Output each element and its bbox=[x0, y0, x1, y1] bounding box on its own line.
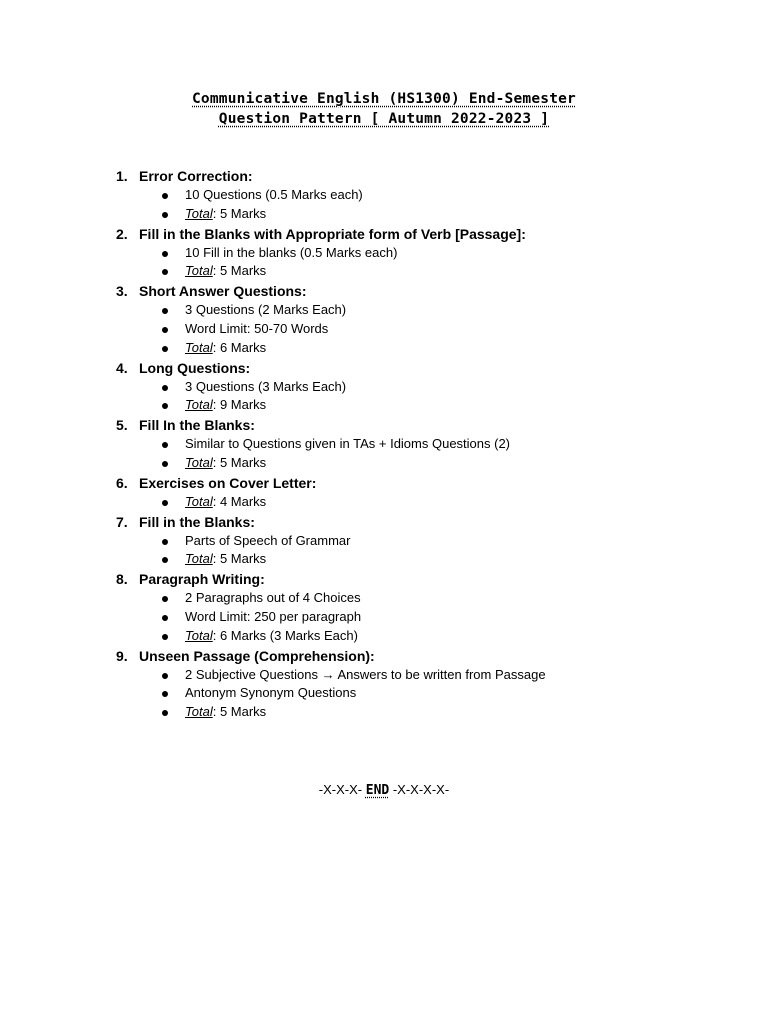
bullet-dot-icon bbox=[162, 251, 168, 257]
bullet-item bbox=[0, 396, 768, 415]
section-item bbox=[0, 415, 768, 473]
bullet-text: Word Limit: 250 per paragraph bbox=[185, 608, 362, 624]
bullet-item bbox=[0, 435, 768, 454]
section-item bbox=[0, 358, 768, 416]
section-number: 1. bbox=[116, 168, 128, 184]
total-label: Total bbox=[185, 704, 213, 720]
bullet-item bbox=[0, 244, 768, 263]
bullet-dot-icon bbox=[162, 403, 168, 409]
section-heading: Fill In the Blanks: bbox=[139, 417, 255, 434]
bullet-dot-icon bbox=[162, 212, 168, 218]
section-heading: Short Answer Questions: bbox=[139, 283, 307, 300]
section-heading: Error Correction: bbox=[139, 168, 253, 184]
bullet-item bbox=[0, 627, 768, 646]
bullet-dot-icon bbox=[162, 596, 168, 602]
section-bullet-list bbox=[0, 589, 768, 645]
section-item bbox=[0, 646, 768, 722]
total-label: Total bbox=[185, 205, 213, 221]
bullet-text: 10 Fill in the blanks (0.5 Marks each) bbox=[185, 244, 398, 260]
bullet-dot-icon bbox=[162, 615, 168, 621]
bullet-item bbox=[0, 262, 768, 281]
bullet-dot-icon bbox=[162, 539, 168, 545]
section-number: 2. bbox=[116, 225, 128, 242]
total-marks: : 4 Marks bbox=[212, 493, 267, 509]
section-item bbox=[0, 473, 768, 512]
total-marks: : 5 Marks bbox=[212, 454, 267, 470]
bullet-text: Similar to Questions given in TAs + Idioms Questions (2) bbox=[185, 436, 511, 452]
bullet-text: Antonym Synonym Questions bbox=[185, 685, 357, 701]
bullet-text: 3 Questions (3 Marks Each) bbox=[185, 378, 347, 394]
section-number: 9. bbox=[116, 647, 128, 664]
total-marks: : 5 Marks bbox=[212, 205, 267, 221]
section-item bbox=[0, 281, 768, 357]
bullet-dot-icon bbox=[162, 193, 168, 199]
section-heading: Paragraph Writing: bbox=[139, 571, 265, 588]
end-marker bbox=[0, 781, 768, 800]
end-word: END bbox=[365, 783, 390, 798]
section-bullet-list bbox=[0, 378, 768, 416]
bullet-dot-icon bbox=[162, 557, 168, 563]
bullet-item bbox=[0, 454, 768, 473]
total-label: Total bbox=[185, 263, 213, 279]
question-pattern-list bbox=[0, 166, 768, 722]
section-bullet-list bbox=[0, 435, 768, 473]
bullet-dot-icon bbox=[162, 461, 168, 467]
total-marks: : 5 Marks bbox=[212, 551, 267, 567]
title-line-2: Question Pattern [ Autumn 2022-2023 ] bbox=[218, 111, 550, 127]
bullet-item bbox=[0, 684, 768, 703]
bullet-text: Parts of Speech of Grammar bbox=[185, 532, 351, 548]
bullet-item bbox=[0, 378, 768, 397]
section-bullet-list bbox=[0, 186, 768, 224]
total-label: Total bbox=[185, 339, 213, 355]
title-line-1: Communicative English (HS1300) End-Semester bbox=[192, 91, 576, 107]
section-number: 7. bbox=[116, 513, 128, 530]
bullet-text: Word Limit: 50-70 Words bbox=[185, 320, 329, 336]
total-marks: : 9 Marks bbox=[212, 397, 267, 413]
bullet-text: 3 Questions (2 Marks Each) bbox=[185, 302, 347, 318]
bullet-text: 10 Questions (0.5 Marks each) bbox=[185, 187, 363, 202]
section-number: 4. bbox=[116, 359, 128, 376]
section-bullet-list bbox=[0, 493, 768, 512]
bullet-dot-icon bbox=[162, 442, 168, 448]
section-heading: Fill in the Blanks with Appropriate form of Verb [Passage]: bbox=[139, 225, 526, 242]
bullet-dot-icon bbox=[162, 385, 168, 391]
total-marks: : 6 Marks bbox=[212, 339, 267, 355]
bullet-item bbox=[0, 301, 768, 320]
bullet-item bbox=[0, 608, 768, 627]
section-bullet-list bbox=[0, 666, 768, 722]
section-number: 5. bbox=[116, 417, 128, 434]
document-title bbox=[0, 89, 768, 129]
section-heading: Unseen Passage (Comprehension): bbox=[139, 647, 375, 664]
bullet-item bbox=[0, 493, 768, 512]
bullet-item bbox=[0, 205, 768, 224]
total-marks: : 6 Marks (3 Marks Each) bbox=[212, 627, 358, 643]
section-item bbox=[0, 512, 768, 570]
bullet-dot-icon bbox=[162, 710, 168, 716]
bullet-item bbox=[0, 320, 768, 339]
bullet-item bbox=[0, 186, 768, 205]
bullet-item bbox=[0, 339, 768, 358]
bullet-item bbox=[0, 703, 768, 722]
bullet-item bbox=[0, 666, 768, 685]
bullet-dot-icon bbox=[162, 691, 168, 697]
section-number: 8. bbox=[116, 571, 128, 588]
end-suffix: -X-X-X-X- bbox=[389, 782, 450, 797]
section-bullet-list bbox=[0, 301, 768, 357]
bullet-item bbox=[0, 550, 768, 569]
section-bullet-list bbox=[0, 244, 768, 282]
total-label: Total bbox=[185, 627, 213, 643]
section-item bbox=[0, 224, 768, 282]
total-label: Total bbox=[185, 551, 213, 567]
section-heading: Fill in the Blanks: bbox=[139, 513, 255, 530]
section-item bbox=[0, 569, 768, 645]
bullet-dot-icon bbox=[162, 500, 168, 506]
bullet-text: 2 Paragraphs out of 4 Choices bbox=[185, 590, 361, 606]
total-label: Total bbox=[185, 454, 213, 470]
bullet-dot-icon bbox=[162, 327, 168, 333]
total-marks: : 5 Marks bbox=[212, 704, 267, 720]
bullet-dot-icon bbox=[162, 634, 168, 640]
section-heading: Exercises on Cover Letter: bbox=[139, 474, 317, 491]
bullet-dot-icon bbox=[162, 269, 168, 275]
end-prefix: -X-X-X- bbox=[318, 782, 366, 797]
section-item bbox=[0, 166, 768, 224]
section-heading: Long Questions: bbox=[139, 359, 251, 376]
bullet-dot-icon bbox=[162, 346, 168, 352]
section-bullet-list bbox=[0, 532, 768, 570]
total-label: Total bbox=[185, 397, 213, 413]
bullet-text: 2 Subjective Questions → Answers to be written from Passage bbox=[185, 666, 546, 682]
bullet-item bbox=[0, 589, 768, 608]
total-label: Total bbox=[185, 493, 213, 509]
bullet-dot-icon bbox=[162, 673, 168, 679]
bullet-item bbox=[0, 532, 768, 551]
total-marks: : 5 Marks bbox=[212, 263, 267, 279]
section-number: 3. bbox=[116, 283, 128, 300]
bullet-dot-icon bbox=[162, 308, 168, 314]
section-number: 6. bbox=[116, 474, 128, 491]
